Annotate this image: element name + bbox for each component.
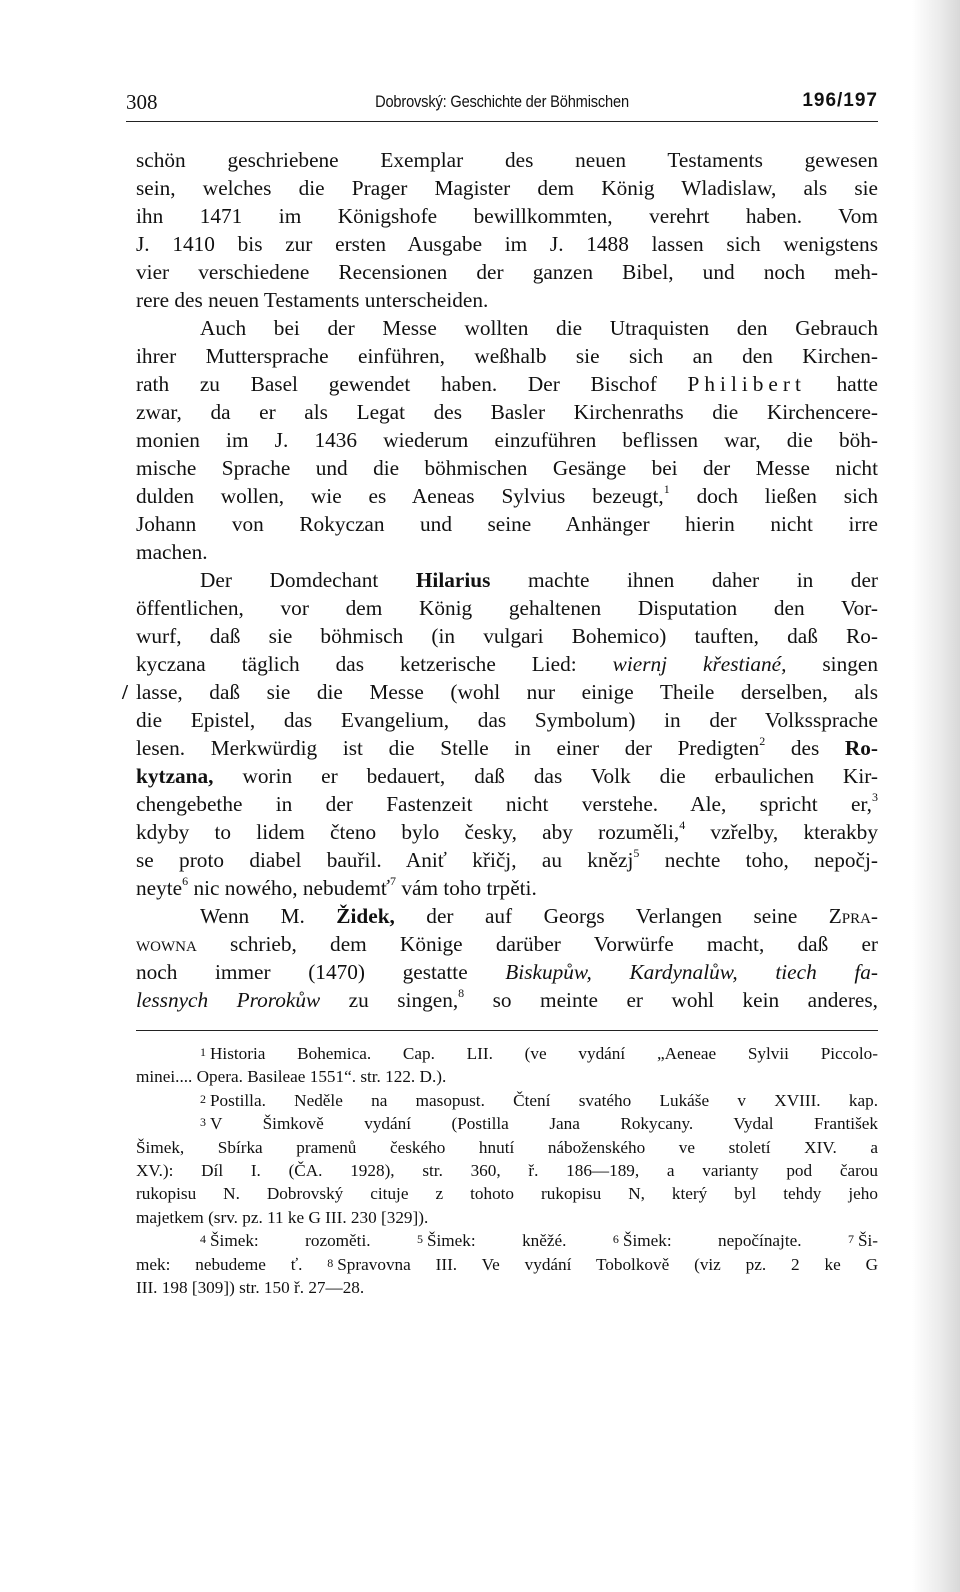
text-run: noch immer (1470) gestatte xyxy=(136,960,506,984)
footnote-number: 1 xyxy=(200,1045,206,1059)
footnote-number: 6 xyxy=(612,1232,619,1247)
footnote-number: 4 xyxy=(200,1232,206,1247)
footnote-number: 2 xyxy=(200,1091,206,1106)
body-text xyxy=(122,146,878,1014)
footnote-line: minei.... Opera. Basileae 1551“. str. 122. D.). xyxy=(136,1067,447,1087)
footnotes xyxy=(136,1042,878,1299)
text-run: rath zu Basel gewendet haben. Der Bischof xyxy=(136,372,688,396)
footnote-line: XV.): Díl I. (ČA. 1928), str. 360, ř. 186—189, a varianty pod čarou xyxy=(136,1160,878,1180)
text-line: Johann von Rokyczan und seine Anhänger hierin nicht irre xyxy=(136,512,878,536)
text-line: J. 1410 bis zur ersten Ausgabe im J. 1488 lassen sich wenigstens xyxy=(136,232,878,256)
footnote-text: Šimek: kněžé. xyxy=(426,1231,567,1251)
text-line xyxy=(136,986,878,1014)
text-run: se proto diabel bauřil. Aniť křičj, au knězj xyxy=(136,848,634,872)
page-number: 308 xyxy=(126,90,158,114)
smallcaps-title: Zpra- xyxy=(828,904,878,928)
text-line xyxy=(136,566,878,594)
footnote-line xyxy=(136,1042,878,1065)
text-run: kyczana täglich das ketzerische Lied: xyxy=(136,652,613,676)
smallcaps-title: wowna xyxy=(136,932,197,956)
text-run: nechte toho, nepočj- xyxy=(639,848,878,872)
bold-name: Ro- xyxy=(844,736,878,760)
footnote-text: Šimek: nepočínajte. xyxy=(622,1231,802,1251)
footnote-ref: 5 xyxy=(633,845,640,860)
text-line: wurf, daß sie böhmisch (in vulgari Bohemico) tauften, daß Ro- xyxy=(136,624,878,648)
footnote-text: Historia Bohemica. Cap. LII. (ve vydání „Aeneae Sylvii Piccolo- xyxy=(210,1044,878,1063)
text-run: lasse, daß sie die Messe (wohl nur einige Theile derselben, als xyxy=(136,680,878,704)
text-line xyxy=(136,818,878,846)
footnote-text: Ši- xyxy=(857,1231,879,1251)
footnote-rule xyxy=(136,1030,878,1031)
footnote-line xyxy=(136,1089,878,1112)
text-line xyxy=(136,482,878,510)
page-reference: 196/197 xyxy=(802,90,878,111)
bold-name: Hilarius xyxy=(415,568,491,592)
italic-quote: lessnych Prorokůw xyxy=(136,988,321,1012)
text-line xyxy=(136,902,878,930)
text-line xyxy=(136,762,878,790)
running-header xyxy=(126,90,878,120)
text-line xyxy=(136,370,878,398)
text-line xyxy=(136,874,878,902)
text-line xyxy=(136,958,878,986)
text-line xyxy=(136,650,878,678)
text-run: kdyby to lidem čteno bylo česky, aby rozuměli, xyxy=(136,820,680,844)
text-line: sein, welches die Prager Magister dem König Wladislaw, als sie xyxy=(136,176,878,200)
text-run: worin er bedauert, daß das Volk die erbaulichen Kir- xyxy=(213,764,878,788)
text-run: dulden wollen, wie es Aeneas Sylvius bezeugt, xyxy=(136,484,664,508)
header-rule xyxy=(126,121,878,122)
text-line: machen. xyxy=(136,540,208,564)
text-line: die Epistel, das Evangelium, das Symbolum) in der Volkssprache xyxy=(136,708,878,732)
text-run: schrieb, dem Könige darüber Vorwürfe macht, daß er xyxy=(196,932,878,956)
text-run: vám toho trpěti. xyxy=(396,876,537,900)
footnote-text: Postilla. Neděle na masopust. Čtení svatého Lukáše v XVIII. kap. xyxy=(210,1090,878,1110)
footnote-line: Šimek, Sbírka pramenů českého hnutí náboženského ve století XIV. a xyxy=(136,1137,878,1157)
footnote-text: V Šimkově vydání (Postilla Jana Rokycany. Vydal František xyxy=(210,1114,878,1134)
text-run: hatte xyxy=(805,372,878,396)
text-run: Der Domdechant xyxy=(200,568,416,592)
footnote-ref: 7 xyxy=(390,873,397,888)
footnote-number: 8 xyxy=(327,1255,334,1270)
footnote-number: 5 xyxy=(416,1232,423,1247)
text-line: ihn 1471 im Königshofe bewillkommten, verehrt haben. Vom xyxy=(136,204,878,228)
page-edge-shadow xyxy=(912,0,960,1592)
text-run: machte ihnen daher in der xyxy=(490,568,878,592)
text-line xyxy=(136,846,878,874)
running-title: Dobrovský: Geschichte der Böhmischen xyxy=(375,92,629,111)
text-run: chengebethe in der Fastenzeit nicht verstehe. Ale, spricht er, xyxy=(136,792,872,816)
footnote-number: 3 xyxy=(200,1115,206,1130)
footnote-ref: 2 xyxy=(759,733,766,748)
text-line: öffentlichen, vor dem König gehaltenen Disputation den Vor- xyxy=(136,596,878,620)
text-run: neyte xyxy=(136,876,183,900)
footnote-line: III. 198 [309]) str. 150 ř. 27—28. xyxy=(136,1277,365,1297)
text-line xyxy=(136,790,878,818)
text-run: so meinte er wohl kein anderes, xyxy=(464,988,878,1012)
bold-name: kytzana, xyxy=(136,764,214,788)
text-line: zwar, da er als Legat des Basler Kirchenraths die Kirchencere- xyxy=(136,400,878,424)
text-line xyxy=(122,678,878,706)
text-line: mische Sprache und die böhmischen Gesänge bei der Messe nicht xyxy=(136,456,878,480)
text-run: Wenn M. xyxy=(200,904,337,928)
text-line: schön geschriebene Exemplar des neuen Testaments gewesen xyxy=(136,148,878,172)
footnote-line: majetkem (srv. pz. 11 ke G III. 230 [329]). xyxy=(136,1207,429,1227)
footnote-line: rukopisu N. Dobrovský cituje z tohoto rukopisu N, který byl tehdy jeho xyxy=(136,1184,878,1204)
emphasized-name: Philibert xyxy=(687,372,806,396)
text-line: monien im J. 1436 wiederum einzuführen beflissen war, die böh- xyxy=(136,428,878,452)
footnote-ref: 3 xyxy=(872,789,878,804)
footnote-text: Šimek: rozoměti. xyxy=(210,1231,371,1251)
text-line: rere des neuen Testaments unterscheiden. xyxy=(136,288,489,312)
footnote-text: Spravovna III. Ve vydání Tobolkově (viz pz. 2 ke G xyxy=(337,1254,879,1274)
text-run: singen xyxy=(786,652,878,676)
text-run: lesen. Merkwürdig ist die Stelle in einer der Predigten xyxy=(136,736,760,760)
text-line: vier verschiedene Recensionen der ganzen Bibel, und noch meh- xyxy=(136,260,878,284)
text-run: vzřelby, kterakby xyxy=(685,820,878,844)
text-run: der auf Georgs Verlangen seine xyxy=(394,904,829,928)
footnote-line xyxy=(136,1253,878,1276)
italic-quote: wiernj křestiané, xyxy=(612,652,787,676)
text-run: zu singen, xyxy=(320,988,459,1012)
footnote-ref: 6 xyxy=(182,873,189,888)
footnote-ref: 4 xyxy=(679,817,686,832)
footnote-line xyxy=(136,1229,878,1252)
text-line: ihrer Muttersprache einführen, weßhalb sie sich an den Kirchen- xyxy=(136,344,878,368)
footnote-number: 7 xyxy=(847,1232,854,1247)
bold-name: Židek, xyxy=(336,904,395,928)
text-run: doch ließen sich xyxy=(669,484,878,508)
text-run: nic nowého, nebudemť xyxy=(188,876,391,900)
footnote-text: mek: nebudeme ť. xyxy=(136,1254,303,1274)
footnote-ref: 1 xyxy=(663,481,670,496)
text-line: Auch bei der Messe wollten die Utraquisten den Gebrauch xyxy=(200,316,878,340)
text-line xyxy=(136,930,878,958)
italic-quote: Biskupůw, Kardynalůw, tiech fa- xyxy=(505,960,878,984)
text-line xyxy=(136,734,878,762)
footnote-line xyxy=(136,1112,878,1135)
footnote-ref: 8 xyxy=(458,985,465,1000)
margin-mark: / xyxy=(122,680,128,704)
text-run: des xyxy=(765,736,845,760)
